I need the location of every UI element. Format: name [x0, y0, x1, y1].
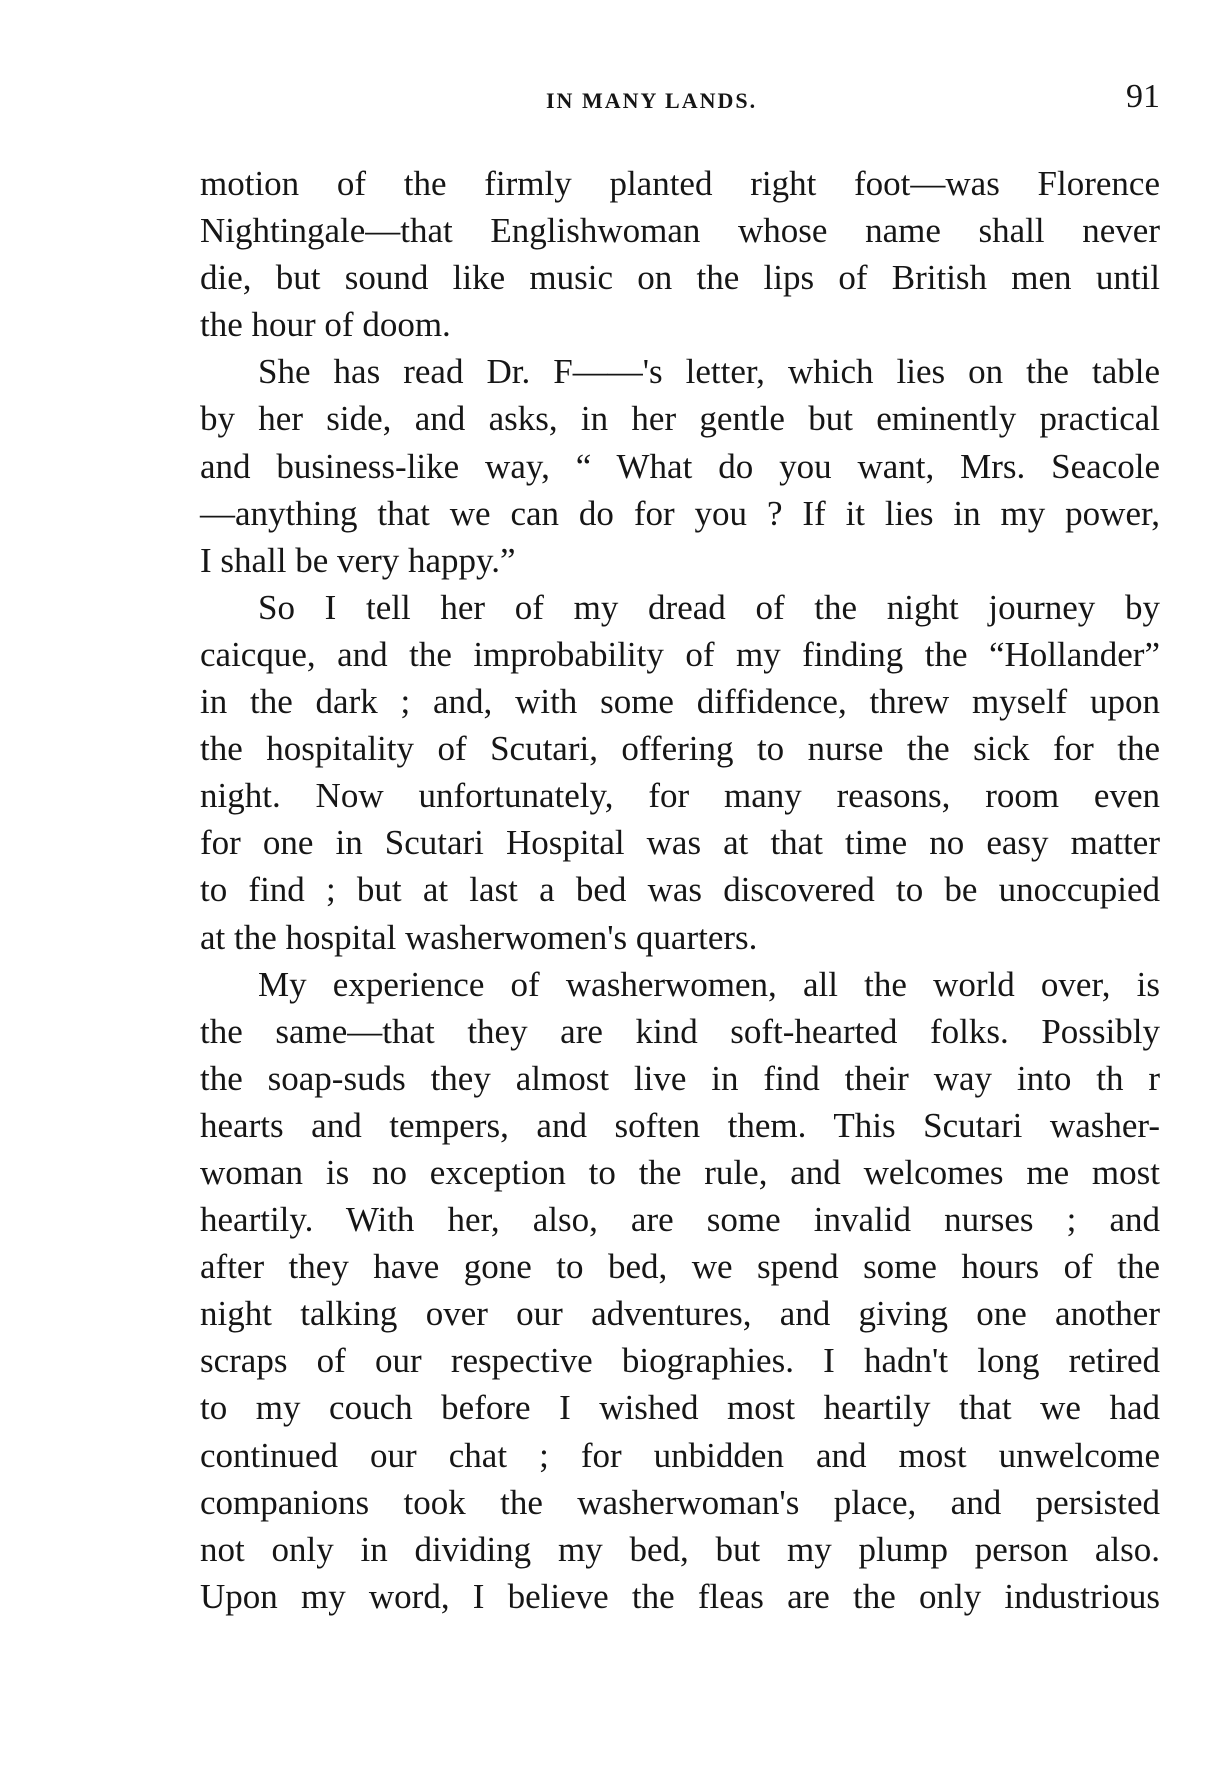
- text-line: the same—that they are kind soft-hearted folks. Possibly: [200, 1011, 1160, 1051]
- text-line: and business-like way, “ What do you want, Mrs. Seacole: [200, 446, 1160, 486]
- text-line: She has read Dr. F——'s letter, which lies on the table: [258, 352, 1160, 392]
- text-line: caicque, and the improbability of my finding the “Hollander”: [200, 634, 1160, 674]
- text-line: motion of the firmly planted right foot—was Florence: [200, 164, 1160, 203]
- text-line: continued our chat ; for unbidden and most unwelcome: [200, 1435, 1160, 1475]
- text-line: die, but sound like music on the lips of British men until: [200, 258, 1160, 298]
- page-number: 91: [1126, 78, 1160, 115]
- text-line: woman is no exception to the rule, and welcomes me most: [200, 1152, 1160, 1192]
- text-line: after they have gone to bed, we spend some hours of the: [200, 1247, 1160, 1287]
- text-line: not only in dividing my bed, but my plump person also.: [200, 1529, 1160, 1569]
- text-line: to find ; but at last a bed was discovered to be unoccupied: [200, 870, 1160, 910]
- text-line: —anything that we can do for you ? If it lies in my power,: [200, 493, 1160, 533]
- text-line: by her side, and asks, in her gentle but eminently practical: [200, 399, 1160, 439]
- text-line: So I tell her of my dread of the night journey by: [258, 587, 1160, 627]
- text-line: to my couch before I wished most heartily that we had: [200, 1388, 1160, 1428]
- text-line: Nightingale—that Englishwoman whose name shall never: [200, 211, 1160, 251]
- text-line: I shall be very happy.”: [200, 540, 516, 580]
- text-line: night. Now unfortunately, for many reasons, room even: [200, 776, 1160, 816]
- text-line: at the hospital washerwomen's quarters.: [200, 917, 758, 957]
- text-line: heartily. With her, also, are some invalid nurses ; and: [200, 1200, 1160, 1240]
- running-title: IN MANY LANDS.: [546, 88, 758, 113]
- text-line: companions took the washerwoman's place, and persisted: [200, 1482, 1160, 1522]
- text-line: Upon my word, I believe the fleas are the only industrious: [200, 1576, 1160, 1616]
- body-text: [200, 160, 1160, 1620]
- text-line: My experience of washerwomen, all the world over, is: [258, 964, 1160, 1004]
- running-head: [200, 78, 1160, 122]
- text-line: night talking over our adventures, and giving one another: [200, 1294, 1160, 1334]
- text-line: for one in Scutari Hospital was at that time no easy matter: [200, 823, 1160, 863]
- text-line: hearts and tempers, and soften them. This Scutari washer-: [200, 1105, 1160, 1145]
- text-line: in the dark ; and, with some diffidence, threw myself upon: [200, 682, 1160, 722]
- text-line: the soap-suds they almost live in find their way into th r: [200, 1058, 1160, 1098]
- text-line: the hour of doom.: [200, 305, 451, 345]
- text-line: scraps of our respective biographies. I hadn't long retired: [200, 1341, 1160, 1381]
- text-line: the hospitality of Scutari, offering to nurse the sick for the: [200, 729, 1160, 769]
